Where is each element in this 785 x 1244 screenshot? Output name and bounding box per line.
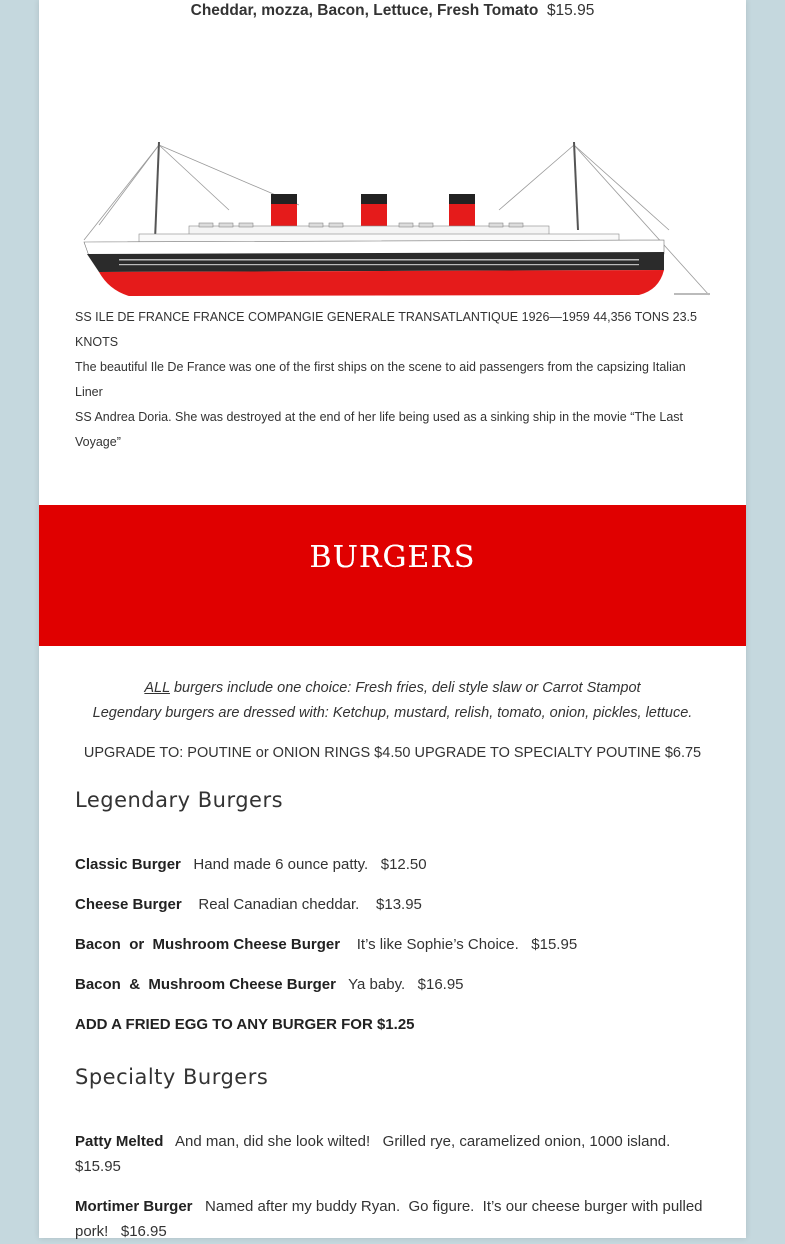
notes-all: ALL (144, 680, 170, 696)
upgrade-note: UPGRADE TO: POUTINE or ONION RINGS $4.50 UPGRADE TO SPECIALTY POUTINE $6.75 (83, 745, 702, 761)
item-desc: Hand made 6 ounce patty. $12.50 (180, 856, 427, 873)
menu-item-bacon-or-mushroom (75, 932, 710, 957)
ocean-liner-image (79, 130, 714, 302)
item-name: Mortimer Burger (75, 1198, 193, 1215)
legendary-heading: Legendary Burgers (75, 788, 284, 812)
item-name: Cheese Burger (75, 896, 182, 913)
menu-item-mortimer (75, 1194, 710, 1244)
item-joiner: or (129, 936, 145, 953)
burger-notes (75, 676, 710, 726)
menu-item-cheese (75, 892, 710, 917)
item-desc: Ya baby. $16.95 (335, 976, 464, 993)
funnels (271, 194, 475, 228)
item-desc: It’s like Sophie’s Choice. $15.95 (340, 936, 578, 953)
menu-item-classic (75, 852, 710, 877)
ship-caption-line2: The beautiful Ile De France was one of the first ships on the scene to aid passengers from the capsizing Italian Liner (75, 360, 686, 399)
page-container (39, 0, 746, 1238)
notes-line1 (75, 676, 710, 701)
menu-item-patty-melted (75, 1129, 710, 1179)
item-joiner: & (129, 976, 141, 993)
ship-illustration (79, 130, 714, 302)
item-name-b: Mushroom Cheese Burger (152, 936, 341, 953)
burgers-banner (39, 505, 746, 646)
specialty-heading: Specialty Burgers (75, 1065, 269, 1089)
item-name-a: Bacon (75, 976, 121, 993)
item-name: Classic Burger (75, 856, 181, 873)
item-desc: Named after my buddy Ryan. Go figure. It’s our cheese burger with pulled pork! $16.95 (75, 1198, 707, 1240)
menu-item-top (75, 0, 710, 22)
egg-note-text: ADD A FRIED EGG TO ANY BURGER FOR $1.25 (75, 1016, 415, 1033)
egg-note (75, 1012, 710, 1037)
item-desc: Real Canadian cheddar. $13.95 (181, 896, 422, 913)
item-name-b: Mushroom Cheese Burger (148, 976, 336, 993)
banner-title: BURGERS (309, 540, 476, 575)
menu-item-bacon-and-mushroom (75, 972, 710, 997)
top-item-price: $15.95 (546, 2, 595, 19)
notes-line2: Legendary burgers are dressed with: Ketchup, mustard, relish, tomato, onion, pickles, lettuce. (92, 705, 693, 721)
item-desc: And man, did she look wilted! Grilled rye, caramelized onion, 1000 island. $15.95 (75, 1133, 683, 1175)
item-name: Patty Melted (75, 1133, 164, 1150)
notes-line1-rest: burgers include one choice: Fresh fries, deli style slaw or Carrot Stampot (169, 680, 641, 696)
ship-caption-line1: SS ILE DE FRANCE FRANCE COMPANGIE GENERALE TRANSATLANTIQUE 1926—1959 44,356 TONS 23.5 KNOTS (75, 310, 697, 349)
ship-caption (75, 305, 710, 455)
top-item-desc: Cheddar, mozza, Bacon, Lettuce, Fresh Tomato (190, 2, 539, 19)
ship-caption-line3: SS Andrea Doria. She was destroyed at the end of her life being used as a sinking ship in the movie “The Last Voyage” (75, 410, 683, 449)
item-name-a: Bacon (75, 936, 121, 953)
